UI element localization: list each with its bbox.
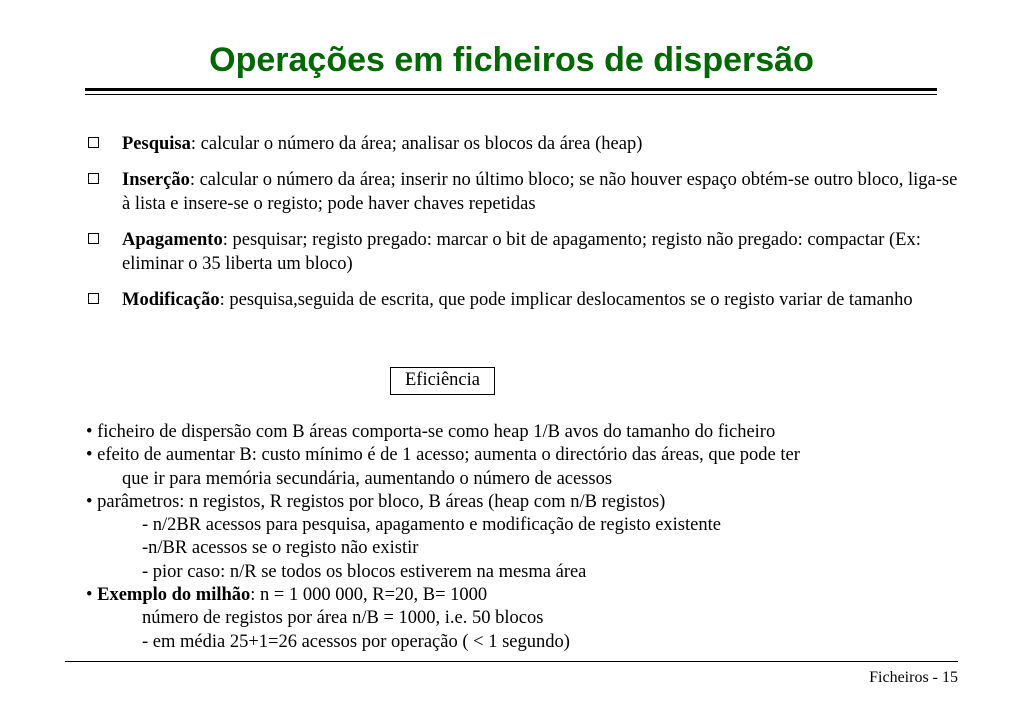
operation-term: Apagamento (122, 230, 223, 250)
example-text: : n = 1 000 000, R=20, B= 1000 (250, 585, 488, 606)
operation-item-modificacao (88, 288, 968, 312)
operations-list (88, 132, 968, 324)
title-rule-thick (85, 88, 937, 91)
operation-item-pesquisa (88, 132, 968, 156)
note-line: - n/2BR acessos para pesquisa, apagamento e modificação de registo existente (142, 515, 721, 536)
efficiency-notes (86, 421, 986, 654)
square-bullet-icon (88, 233, 99, 244)
operation-text: : calcular o número da área; analisar os blocos da área (heap) (190, 134, 643, 154)
note-line: - pior caso: n/R se todos os blocos estiverem na mesma área (142, 561, 587, 582)
operation-item-insercao (88, 168, 968, 216)
page-title: Operações em ficheiros de dispersão (209, 41, 814, 79)
example-term: Exemplo do milhão (97, 585, 251, 606)
slide-footer: Ficheiros - 15 (869, 669, 958, 686)
square-bullet-icon (88, 293, 99, 304)
note-line: - em média 25+1=26 acessos por operação ( < 1 segundo) (142, 631, 570, 652)
note-line: número de registos por área n/B = 1000, i.e. 50 blocos (142, 608, 544, 629)
operation-term: Modificação (122, 290, 220, 310)
operation-text: : pesquisar; registo pregado: marcar o bit de apagamento; registo não pregado: compactar (Ex: eliminar o 35 liberta um bloco) (122, 230, 921, 274)
operation-text: : pesquisa,seguida de escrita, que pode implicar deslocamentos se o registo variar de tamanho (219, 290, 913, 310)
note-line: • efeito de aumentar B: custo mínimo é de 1 acesso; aumenta o directório das áreas, que pode ter (86, 445, 800, 466)
operation-text: : calcular o número da área; inserir no último bloco; se não houver espaço obtém-se outro bloco, liga-se à lista e insere-se o registo; pode haver chaves repetidas (122, 170, 958, 214)
note-line-example (86, 584, 986, 607)
note-bullet: • (86, 585, 93, 606)
note-line: • parâmetros: n registos, R registos por bloco, B áreas (heap com n/B registos) (86, 491, 666, 512)
square-bullet-icon (88, 173, 99, 184)
operation-term: Pesquisa (122, 134, 191, 154)
note-line: -n/BR acessos se o registo não existir (142, 538, 419, 559)
efficiency-heading-box: Eficiência (390, 367, 495, 395)
footer-rule (65, 661, 958, 662)
square-bullet-icon (88, 137, 99, 148)
operation-term: Inserção (122, 170, 190, 190)
note-line: • ficheiro de dispersão com B áreas comporta-se como heap 1/B avos do tamanho do ficheiro (86, 422, 776, 442)
operation-item-apagamento (88, 228, 968, 276)
note-line: que ir para memória secundária, aumentando o número de acessos (122, 468, 613, 489)
title-rule-thin (85, 94, 937, 95)
